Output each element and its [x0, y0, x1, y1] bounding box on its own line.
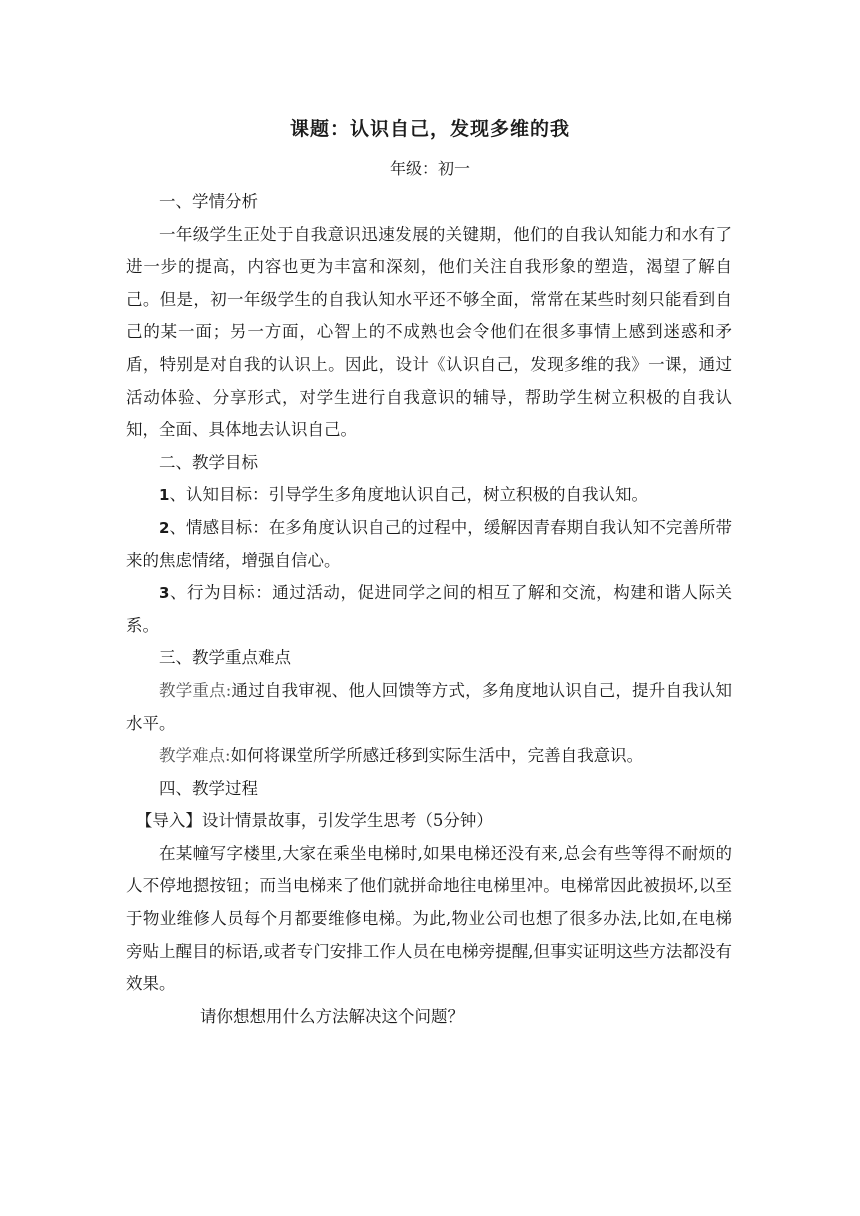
section-heading-process: 四、教学过程 [159, 778, 258, 798]
goal-number: 3 [159, 584, 170, 603]
goal-item-cognitive [126, 479, 732, 512]
goal-item-behavioral [126, 577, 732, 642]
page-title: 课题：认识自己，发现多维的我 [289, 118, 570, 140]
key-point-label: 教学重点: [159, 680, 232, 700]
question-line: 请你想想用什么方法解决这个问题？ [200, 1006, 464, 1026]
grade-line: 年级：初一 [389, 159, 470, 178]
goal-text: 、认知目标：引导学生多角度地认识自己，树立积极的自我认知。 [169, 485, 648, 505]
difficulty-label: 教学难点: [159, 746, 231, 766]
story-paragraph: 在某幢写字楼里,大家在乘坐电梯时,如果电梯还没有来,总会有些等得不耐烦的人不停地摁按钮；而当电梯来了他们就拼命地往电梯里冲。电梯常因此被损坏,以至于物业维修人员每个月都要维修电梯。为此,物业公司也想了很多办法,比如,在电梯旁贴上醒目的标语,或者专门安排工作人员在电梯旁提醒,但事实证明这些方法都没有效果。 [126, 843, 732, 994]
section-heading-goals: 二、教学目标 [159, 452, 258, 472]
goal-number: 1 [159, 486, 170, 505]
goal-item-emotional [126, 512, 732, 577]
section-heading-analysis: 一、学情分析 [159, 192, 258, 211]
key-point-paragraph [126, 675, 732, 740]
analysis-paragraph: 一年级学生正处于自我意识迅速发展的关键期，他们的自我认知能力和水有了进一步的提高，内容也更为丰富和深刻，他们关注自我形象的塑造，渴望了解自己。但是，初一年级学生的自我认知水平还不够全面，常常在某些时刻只能看到自己的某一面；另一方面，心智上的不成熟也会令他们在很多事情上感到迷惑和矛盾，特别是对自我的认识上。因此，设计《认识自己，发现多维的我》一课，通过活动体验、分享形式，对学生进行自我意识的辅导，帮助学生树立积极的自我认知，全面、具体地去认识自己。 [126, 224, 732, 440]
difficulty-text: 如何将课堂所学所感迁移到实际生活中，完善自我意识。 [230, 746, 644, 766]
goal-text: 、行为目标：通过活动，促进同学之间的相互了解和交流，构建和谐人际关系。 [126, 583, 732, 635]
document-body [126, 186, 732, 1033]
goal-number: 2 [159, 518, 170, 537]
key-point-text: 通过自我审视、他人回馈等方式，多角度地认识自己，提升自我认知水平。 [126, 680, 733, 733]
section-heading-key-points: 三、教学重点难点 [159, 648, 291, 668]
intro-line: 【导入】设计情景故事，引发学生思考（5分钟） [135, 811, 493, 831]
difficulty-paragraph [126, 740, 732, 773]
goal-text: 、情感目标：在多角度认识自己的过程中，缓解因青春期自我认知不完善所带来的焦虑情绪，增强自信心。 [126, 517, 732, 570]
